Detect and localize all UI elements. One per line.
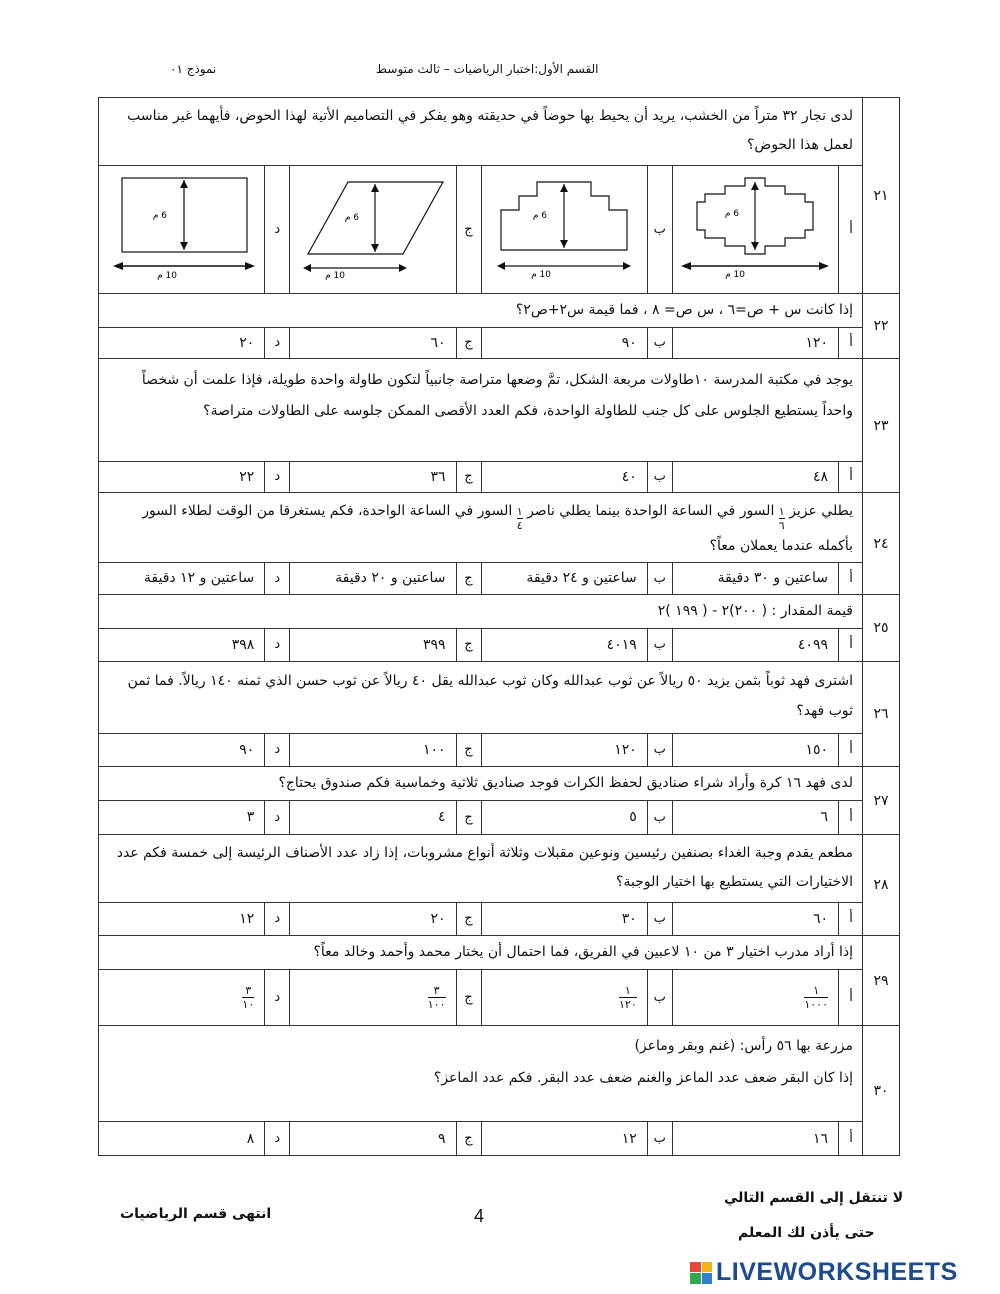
question-text [99,493,863,563]
option-letter: ب [647,902,672,935]
option-letter: ب [647,165,672,293]
question-number: ٢١ [862,98,899,293]
page-header-title: القسم الأول:اختبار الرياضيات – ثالث متوسط [376,62,599,76]
question-text: قيمة المقدار : ( ٢٠٠)٢ - ( ١٩٩ )٢ [99,595,863,629]
option-a[interactable]: ٤٠٩٩ [672,628,838,661]
logo-icon [690,1262,712,1284]
dim-h: 6 م [152,211,167,221]
end-section-note: انتهى قسم الرياضيات [120,1206,272,1222]
option-letter: ج [456,733,481,766]
page-number: 4 [474,1206,485,1226]
option-letter: ج [456,562,481,594]
option-letter: ج [456,327,481,358]
option-c[interactable]: ١٠٠ [289,733,455,766]
option-letter: أ [838,562,863,594]
option-letter: ج [456,800,481,834]
question-text: مطعم يقدم وجبة الغداء بصنفين رئيسين ونوعين مقبلات وثلاثة أنواع مشروبات، إذا زاد عدد الأصناف الرئيسة إلى خمسة فكم عدد الاختيارات التي يستطيع بها اختيار الوجبة؟ [99,835,863,903]
dim-w: 10 م [156,271,177,281]
option-letter: ج [456,902,481,935]
option-b[interactable]: ٤٠١٩ [481,628,647,661]
option-letter: ب [647,733,672,766]
option-letter: أ [838,327,863,358]
dim-h: 6 م [344,213,359,223]
no-move-note-2: حتى يأذن لك المعلم [738,1225,875,1241]
option-c[interactable]: ٣٦ [289,461,455,492]
option-letter: ب [647,969,672,1025]
option-d[interactable]: ١٢ [239,910,255,927]
option-letter: أ [838,800,863,834]
option-letter: ب [647,461,672,492]
question-text-part: السور في الساعة الواحدة بينما يطلي ناصر [527,503,775,519]
option-letter: أ [838,733,863,766]
option-d[interactable]: $\frac{٣}{١٠}$ [242,983,255,1011]
dim-w: 10 م [725,270,746,280]
option-letter: د [264,327,289,358]
brand-name: LIVEWORKSHEETS [716,1258,958,1286]
option-letter: د [264,628,289,661]
option-a[interactable]: ١٦ [672,1122,838,1155]
dim-w: 10 م [531,270,552,280]
question-number: ٢٧ [862,767,899,834]
option-a[interactable]: ١٥٠ [672,733,838,766]
option-letter: د [264,902,289,935]
option-b[interactable]: ٥ [481,800,647,834]
question-28 [99,835,899,936]
question-30 [99,1026,899,1155]
option-b[interactable]: ١٢ [481,1122,647,1155]
option-c-shape[interactable] [289,165,455,293]
option-a[interactable]: ٦٠ [672,902,838,935]
option-c[interactable]: ٦٠ [289,327,455,358]
question-22 [99,294,899,359]
parallelogram-figure [293,174,453,284]
question-number: ٢٨ [862,835,899,935]
question-number: ٢٩ [862,936,899,1025]
option-letter: ب [647,327,672,358]
option-a[interactable]: ساعتين و ٣٠ دقيقة [672,562,838,594]
fraction: $\frac{١}{٦}$ [778,505,785,532]
option-letter: ج [456,969,481,1025]
rectangle-figure [107,174,257,284]
question-text-part: يطلي عزيز [789,503,853,519]
option-letter: ب [647,562,672,594]
option-a-shape[interactable] [672,165,838,293]
question-29 [99,936,899,1026]
option-letter: د [264,1122,289,1155]
question-number: ٣٠ [862,1026,899,1155]
option-d[interactable]: ٣ [246,809,255,825]
option-letter: د [264,733,289,766]
option-letter: أ [838,1122,863,1155]
option-c[interactable]: ٢٠ [289,902,455,935]
question-text: يوجد في مكتبة المدرسة ١٠طاولات مربعة الشكل، تمَّ وضعها متراصة جانبياً لتكون طاولة واحدة طويلة، فإذا علمت أن شخصاً واحداً يستطيع الجلوس على كل جنب للطاولة الواحدة، فكم العدد الأقصى الممكن جلوسه على الطاولات متراصة؟ [99,359,863,462]
option-c[interactable]: ٣٩٩ [289,628,455,661]
option-b[interactable]: ساعتين و ٢٤ دقيقة [481,562,647,594]
dim-w: 10 م [324,271,345,281]
option-letter: د [264,165,289,293]
option-letter: ج [456,461,481,492]
option-a[interactable]: ٤٨ [672,461,838,492]
question-table [98,97,900,1156]
option-d[interactable]: ٩٠ [239,741,255,758]
option-b[interactable]: ٩٠ [481,327,647,358]
question-23 [99,359,899,493]
question-27 [99,767,899,835]
question-text: لدى نجار ٣٢ متراً من الخشب، يريد أن يحيط بها حوضاً في حديقته وهو يفكر في التصاميم الأتية لهذا الحوض، فأيهما غير مناسب لعمل هذا الحوض؟ [99,98,863,166]
option-d[interactable]: ساعتين و ١٢ دقيقة [143,570,255,586]
option-c[interactable]: ٩ [289,1122,455,1155]
fraction: $\frac{١}{٤}$ [516,505,523,532]
option-letter: أ [838,902,863,935]
option-letter: د [264,562,289,594]
option-d[interactable]: ٨ [246,1130,255,1147]
dim-h: 6 م [532,211,548,221]
question-text: اشترى فهد ثوباً بثمن يزيد ٥٠ ريالاً عن ثوب عبدالله وكان ثوب عبدالله يقل ٤٠ ريالاً عن ثوب حسن الذي ثمنه ١٤٠ ريالاً. فما ثمن ثوب فهد؟ [99,662,863,734]
question-text: إذا كانت س + ص=٦ ، س ص= ٨ ، فما قيمة س٢+ص٢؟ [99,294,863,328]
question-number: ٢٥ [862,595,899,661]
option-d[interactable]: ٢٠ [239,334,255,351]
option-d[interactable]: ٢٢ [239,468,255,485]
option-letter: د [264,800,289,834]
option-c[interactable]: $\frac{٣}{١٠٠}$ [289,969,455,1025]
dim-h: 6 م [725,209,740,219]
question-number: ٢٤ [862,493,899,594]
question-text: لدى فهد ١٦ كرة وأراد شراء صناديق لحفظ الكرات فوجد صناديق ثلاثية وخماسية فكم صندوق يحتاج؟ [99,767,863,801]
liveworksheets-logo [690,1258,958,1287]
option-a[interactable]: ٦ [672,800,838,834]
question-24 [99,493,899,595]
option-letter: ب [647,800,672,834]
option-b-shape[interactable] [481,165,647,293]
question-number: ٢٢ [862,294,899,358]
question-text: إذا أراد مدرب اختيار ٣ من ١٠ لاعبين في الفريق، فما احتمال أن يختار محمد وأحمد وخالد معاً؟ [99,936,863,970]
stepped-shape-figure [489,174,639,284]
option-letter: ج [456,165,481,293]
option-letter: ب [647,1122,672,1155]
option-letter: ب [647,628,672,661]
question-26 [99,662,899,767]
question-number: ٢٦ [862,662,899,766]
option-letter: د [264,969,289,1025]
question-line-2: إذا كان البقر ضعف عدد الماعز والغنم ضعف عدد البقر. فكم عدد الماعز؟ [433,1070,853,1086]
option-letter: أ [838,461,863,492]
option-a[interactable]: ١٢٠ [672,327,838,358]
option-letter: أ [838,969,863,1025]
option-b[interactable]: ١٢٠ [481,733,647,766]
question-25 [99,595,899,662]
option-c[interactable]: ٤ [289,800,455,834]
option-letter: أ [838,628,863,661]
question-text-part: السور في الساعة الواحدة، فكم يستغرقا من الوقت لطلاء السور بأكمله عندما يعملان معاً؟ [142,503,853,554]
option-d-shape[interactable] [99,165,264,293]
option-a[interactable]: $\frac{١}{١٠٠٠}$ [672,969,838,1025]
option-b[interactable]: $\frac{١}{١٢٠}$ [481,969,647,1025]
model-label: نموذج ٠١ [170,62,217,76]
question-text [99,1026,863,1122]
option-letter: ج [456,628,481,661]
question-line-1: مزرعة بها ٥٦ رأس: (غنم وبقر وماعز) [634,1038,853,1054]
option-c[interactable]: ساعتين و ٢٠ دقيقة [289,562,455,594]
option-b[interactable]: ٤٠ [481,461,647,492]
question-number: ٢٣ [862,359,899,492]
option-letter: د [264,461,289,492]
no-move-note-1: لا تنتقل إلى القسم التالي [724,1190,904,1206]
question-21 [99,98,899,294]
cross-shape-figure [675,174,835,284]
option-letter: أ [838,165,863,293]
option-b[interactable]: ٣٠ [481,902,647,935]
option-letter: ج [456,1122,481,1155]
option-d[interactable]: ٣٩٨ [231,636,255,653]
